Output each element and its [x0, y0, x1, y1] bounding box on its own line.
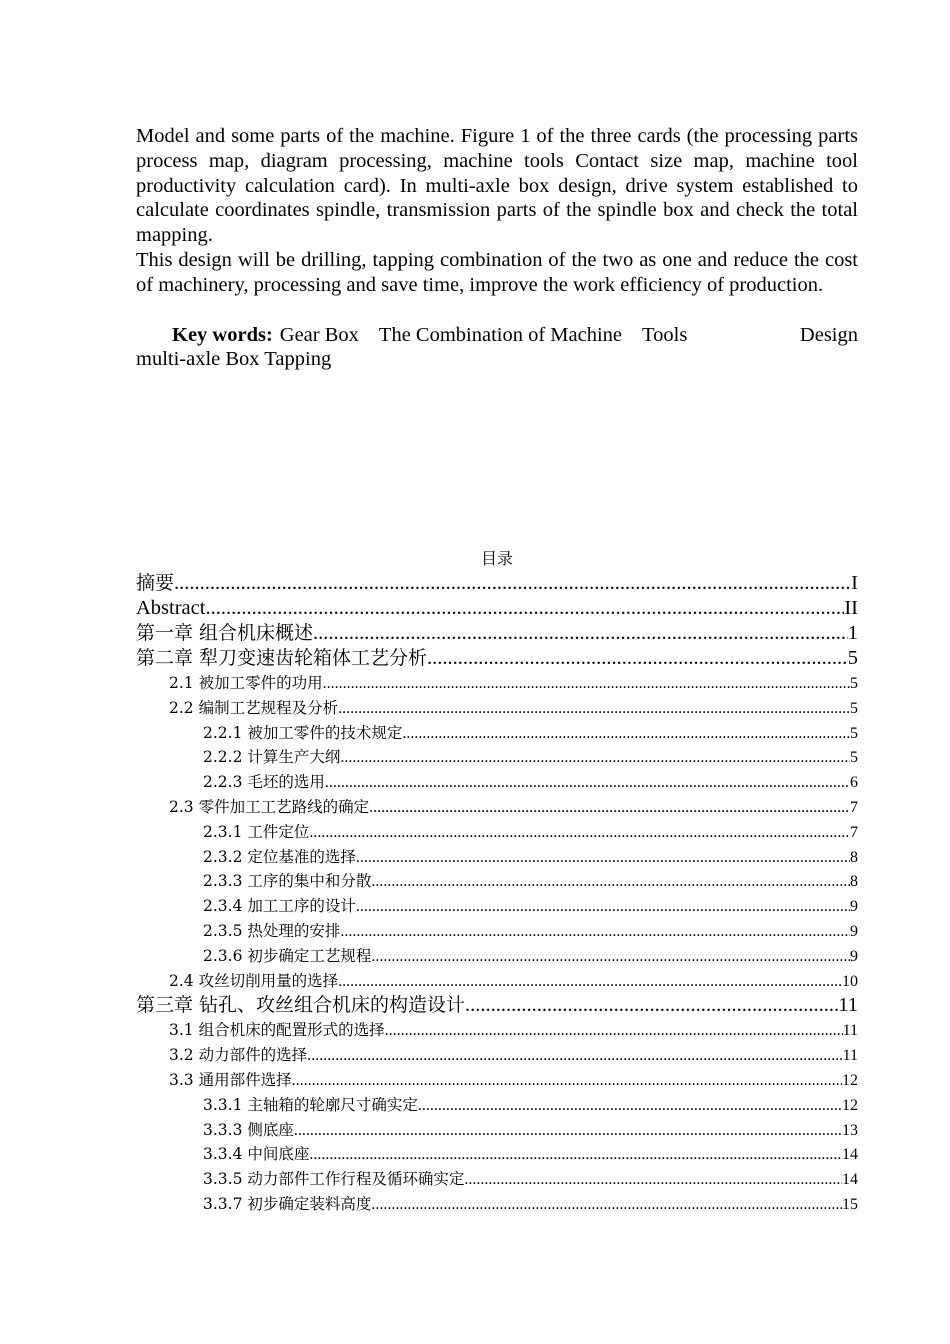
toc-entry-title: 3.3.4 中间底座: [203, 1145, 310, 1164]
toc-entry-page: 11: [842, 1022, 858, 1040]
toc-leader-dots: [205, 596, 844, 621]
toc-entry-page: 11: [838, 994, 858, 1017]
toc-entry[interactable]: [136, 770, 858, 795]
toc-entry-title: 2.2.3 毛坯的选用: [203, 773, 325, 792]
toc-entry-page: 7: [850, 823, 858, 841]
table-of-contents: [136, 571, 858, 1217]
toc-entry-title: 2.1 被加工零件的功用: [169, 674, 323, 692]
toc-entry-page: 5: [847, 647, 858, 669]
toc-entry-title: 第一章 组合机床概述: [136, 622, 314, 644]
toc-entry[interactable]: [136, 596, 858, 621]
toc-entry-page: II: [844, 597, 858, 619]
toc-entry-title: 3.3.5 动力部件工作行程及循环确实定: [203, 1170, 465, 1189]
toc-entry[interactable]: [136, 1043, 858, 1068]
abstract-paragraph: Model and some parts of the machine. Figure 1 of the three cards (the processing parts process map, diagram processing, machine tools Contact size map, machine tool productivity calculation card). In multi-axle box design, drive system established to calculate coordinates spindle, transmission parts of the spindle box and check the total mapping.: [136, 125, 858, 247]
toc-entry-title: 第三章 钻孔、攻丝组合机床的构造设计: [136, 994, 466, 1017]
toc-leader-dots: [464, 1168, 842, 1192]
toc-entry-page: 9: [850, 898, 858, 916]
toc-entry-page: 9: [850, 922, 858, 940]
toc-entry-title: Abstract: [136, 597, 206, 619]
toc-entry-page: 8: [850, 873, 858, 891]
toc-entry-page: 12: [842, 1071, 858, 1089]
toc-entry-title: 2.3.5 热处理的安排: [203, 921, 341, 940]
toc-entry[interactable]: [136, 671, 858, 696]
toc-entry-page: 8: [850, 848, 858, 866]
toc-leader-dots: [338, 697, 850, 721]
toc-entry[interactable]: [136, 646, 858, 671]
toc-entry[interactable]: [136, 571, 858, 596]
toc-entry[interactable]: [136, 969, 858, 994]
toc-entry-title: 2.2 编制工艺规程及分析: [169, 698, 339, 717]
toc-entry-page: 5: [850, 724, 858, 742]
toc-leader-dots: [371, 945, 850, 969]
toc-leader-dots: [307, 1044, 843, 1068]
toc-leader-dots: [340, 746, 850, 770]
toc-entry-title: 2.4 攻丝切削用量的选择: [169, 971, 339, 990]
toc-leader-dots: [309, 1143, 842, 1167]
toc-leader-dots: [356, 846, 850, 870]
toc-entry-title: 3.3.7 初步确定装料高度: [203, 1194, 372, 1213]
toc-entry-page: 5: [850, 749, 858, 767]
toc-leader-dots: [385, 1019, 843, 1043]
toc-entry[interactable]: [136, 696, 858, 721]
toc-entry-title: 3.3.3 侧底座: [203, 1120, 294, 1139]
toc-entry[interactable]: [136, 944, 858, 969]
toc-entry-page: 10: [842, 972, 858, 990]
toc-entry-title: 第二章 犁刀变速齿轮箱体工艺分析: [136, 647, 428, 669]
toc-leader-dots: [427, 646, 848, 671]
toc-entry-page: 5: [850, 699, 858, 717]
toc-entry-page: 7: [850, 798, 858, 816]
toc-entry[interactable]: [136, 845, 858, 870]
toc-entry-title: 3.2 动力部件的选择: [169, 1046, 308, 1065]
toc-entry-title: 2.3.1 工件定位: [203, 822, 310, 841]
toc-entry[interactable]: [136, 621, 858, 646]
keywords: [136, 323, 858, 373]
toc-entry-page: 9: [850, 947, 858, 965]
toc-leader-dots: [340, 920, 850, 944]
keywords-label: Key words:: [172, 323, 273, 346]
toc-title: 目录: [480, 551, 513, 568]
toc-leader-dots: [294, 1119, 842, 1143]
toc-entry[interactable]: [136, 1167, 858, 1192]
toc-leader-dots: [325, 771, 850, 795]
toc-entry-title: 2.2.1 被加工零件的技术规定: [203, 723, 403, 742]
toc-leader-dots: [313, 621, 848, 646]
toc-entry[interactable]: [136, 1192, 858, 1217]
toc-entry-title: 3.3 通用部件选择: [169, 1070, 292, 1089]
toc-entry[interactable]: [136, 820, 858, 845]
toc-entry-title: 2.3.4 加工工序的设计: [203, 897, 356, 916]
toc-entry[interactable]: [136, 919, 858, 944]
toc-entry-page: 13: [842, 1121, 858, 1139]
toc-entry-page: 11: [842, 1047, 858, 1065]
toc-entry-page: 15: [842, 1195, 858, 1213]
toc-leader-dots: [418, 1094, 842, 1118]
toc-leader-dots: [174, 571, 851, 596]
toc-entry-title: 2.2.2 计算生产大纲: [203, 748, 341, 767]
keyword: Gear Box: [279, 323, 359, 346]
toc-entry-title: 2.3 零件加工工艺路线的确定: [169, 797, 370, 816]
abstract-paragraph: This design will be drilling, tapping combination of the two as one and reduce the cost of machinery, processing and save time, improve the work efficiency of production.: [136, 248, 858, 296]
toc-leader-dots: [371, 870, 850, 894]
toc-entry[interactable]: [136, 993, 858, 1018]
toc-leader-dots: [338, 970, 842, 994]
toc-entry[interactable]: [136, 869, 858, 894]
toc-leader-dots: [402, 722, 850, 746]
toc-entry-title: 2.3.3 工序的集中和分散: [203, 872, 372, 891]
toc-entry[interactable]: [136, 795, 858, 820]
abstract-section: [136, 124, 858, 372]
toc-entry[interactable]: [136, 1068, 858, 1093]
keywords-line2: multi-axle Box Tapping: [136, 348, 332, 371]
toc-leader-dots: [356, 895, 850, 919]
toc-entry-page: 1: [847, 622, 858, 644]
toc-entry[interactable]: [136, 894, 858, 919]
toc-leader-dots: [309, 821, 850, 845]
toc-entry-page: 14: [842, 1146, 858, 1164]
toc-entry[interactable]: [136, 1018, 858, 1043]
toc-entry[interactable]: [136, 721, 858, 746]
keyword: Design: [799, 323, 858, 346]
toc-entry-title: 2.3.2 定位基准的选择: [203, 847, 356, 866]
keyword: The Combination of Machine: [378, 323, 623, 346]
toc-leader-dots: [371, 1193, 842, 1217]
toc-entry[interactable]: [136, 745, 858, 770]
toc-entry[interactable]: [136, 1142, 858, 1167]
toc-leader-dots: [465, 993, 838, 1018]
toc-entry[interactable]: [136, 1093, 858, 1118]
toc-leader-dots: [292, 1069, 842, 1093]
toc-leader-dots: [369, 796, 850, 820]
toc-entry-title: 3.1 组合机床的配置形式的选择: [169, 1021, 385, 1040]
toc-entry-page: 12: [842, 1096, 858, 1114]
toc-entry-page: 5: [850, 675, 858, 692]
toc-leader-dots: [323, 672, 850, 696]
toc-entry-page: 14: [842, 1171, 858, 1189]
toc-entry[interactable]: [136, 1118, 858, 1143]
keyword: Tools: [642, 323, 688, 346]
toc-entry-title: 3.3.1 主轴箱的轮廓尺寸确实定: [203, 1095, 418, 1114]
toc-entry-page: 6: [850, 774, 858, 792]
toc-entry-page: I: [851, 572, 858, 594]
toc-entry-title: 摘要: [136, 572, 175, 594]
toc-entry-title: 2.3.6 初步确定工艺规程: [203, 946, 372, 965]
